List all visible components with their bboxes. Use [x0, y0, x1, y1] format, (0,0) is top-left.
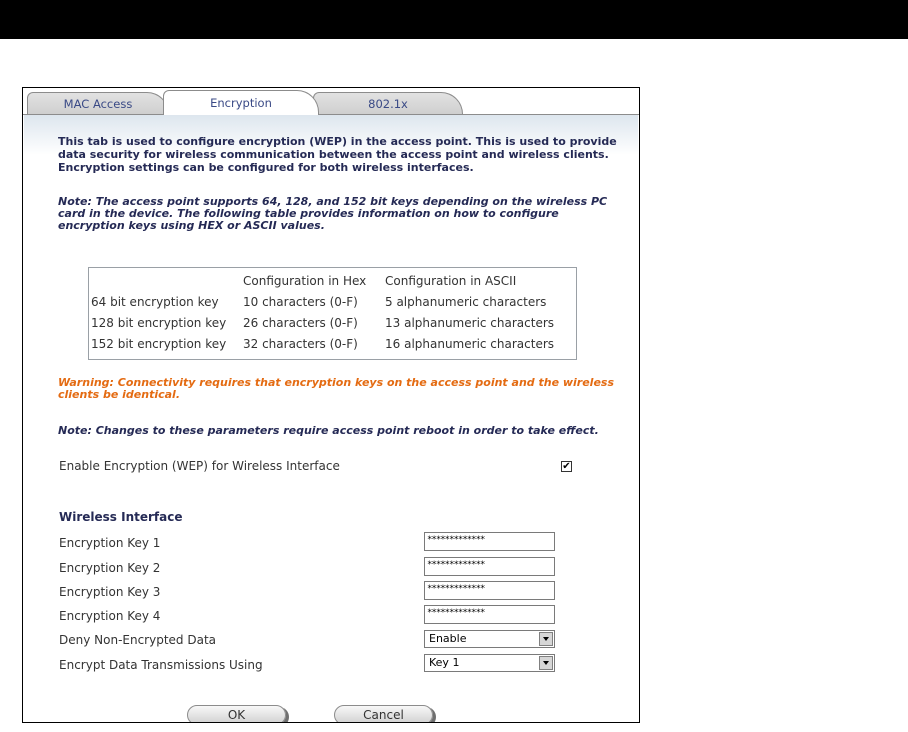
enable-encryption-label: Enable Encryption (WEP) for Wireless Interface: [59, 459, 340, 473]
enable-encryption-checkbox[interactable]: ✔: [562, 461, 571, 472]
table-cell: 32 characters (0-F): [243, 337, 358, 351]
table-cell: 64 bit encryption key: [91, 295, 219, 309]
reboot-note: Note: Changes to these parameters require access point reboot in order to take effect.: [58, 424, 599, 437]
table-cell: 128 bit encryption key: [91, 316, 227, 330]
intro-text: This tab is used to configure encryption (WEP) in the access point. This is used to provide data security for wireless communication between the access point and wireless clients. Encryption settings can be configured for both wireless interfaces.: [58, 135, 617, 174]
table-row: [89, 313, 576, 333]
table-header-cell: Configuration in ASCII: [385, 274, 517, 288]
tab-mac-access[interactable]: MAC Access: [27, 92, 169, 114]
encrypt-transmissions-value: Key 1: [429, 656, 460, 669]
tab-strip: [23, 88, 639, 116]
dropdown-arrow-icon[interactable]: [539, 632, 553, 646]
warning-text: Warning: Connectivity requires that encryption keys on the access point and the wireless clients be identical.: [58, 376, 614, 401]
table-row: [89, 334, 576, 354]
encryption-tab-content: [24, 115, 638, 721]
tab-802-1x[interactable]: 802.1x: [313, 92, 463, 114]
encrypt-transmissions-label: Encrypt Data Transmissions Using: [59, 658, 263, 672]
table-cell: 26 characters (0-F): [243, 316, 358, 330]
encryption-key-3-label: Encryption Key 3: [59, 585, 161, 599]
encryption-key-1-input[interactable]: *************: [424, 532, 555, 551]
security-panel: [22, 87, 640, 723]
deny-non-encrypted-select[interactable]: [424, 630, 555, 648]
table-header-cell: Configuration in Hex: [243, 274, 367, 288]
table-cell: 13 alphanumeric characters: [385, 316, 555, 330]
encryption-key-3-input[interactable]: *************: [424, 581, 555, 600]
encrypt-transmissions-select[interactable]: [424, 654, 555, 672]
table-cell: 152 bit encryption key: [91, 337, 227, 351]
wireless-interface-title: Wireless Interface: [59, 510, 183, 524]
table-cell: 5 alphanumeric characters: [385, 295, 547, 309]
encryption-key-4-input[interactable]: *************: [424, 605, 555, 624]
deny-non-encrypted-value: Enable: [429, 632, 467, 645]
table-header-row: [89, 271, 576, 291]
table-cell: 16 alphanumeric characters: [385, 337, 555, 351]
cancel-button[interactable]: Cancel: [334, 705, 433, 723]
key-length-note: Note: The access point supports 64, 128, and 152 bit keys depending on the wireless PC card in the device. The following table provides information on how to configure encryption keys using HEX or ASCII values.: [58, 195, 608, 232]
dropdown-arrow-icon[interactable]: [539, 656, 553, 670]
table-cell: 10 characters (0-F): [243, 295, 358, 309]
tab-encryption[interactable]: Encryption: [163, 90, 319, 115]
encryption-key-4-label: Encryption Key 4: [59, 609, 161, 623]
encryption-key-2-input[interactable]: *************: [424, 557, 555, 576]
key-configuration-table: [88, 267, 577, 360]
top-header-bar: [0, 0, 908, 39]
deny-non-encrypted-label: Deny Non-Encrypted Data: [59, 633, 217, 647]
ok-button[interactable]: OK: [187, 705, 286, 723]
encryption-key-2-label: Encryption Key 2: [59, 561, 161, 575]
encryption-key-1-label: Encryption Key 1: [59, 536, 161, 550]
tab-divider: [23, 114, 639, 115]
table-row: [89, 292, 576, 312]
